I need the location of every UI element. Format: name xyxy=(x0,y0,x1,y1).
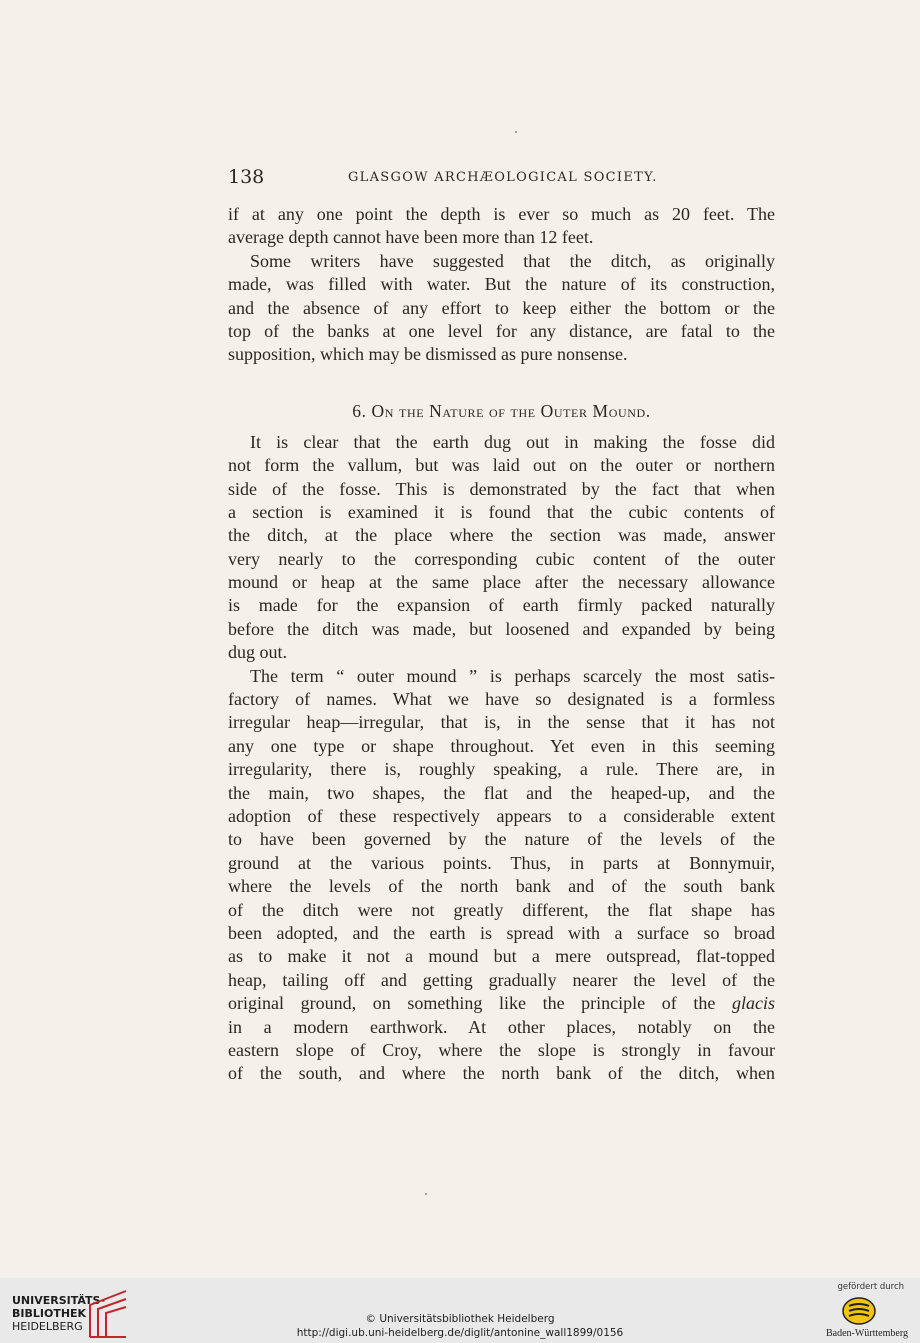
text-line: before the ditch was made, but loosened and expanded by being xyxy=(228,618,775,639)
text-line: the ditch, at the place where the section was made, answer xyxy=(228,525,775,546)
text-line: is made for the expansion of earth firmly packed naturally xyxy=(228,595,775,616)
text-line: supposition, which may be dismissed as pure nonsense. xyxy=(228,344,628,365)
text-line: average depth cannot have been more than 12 feet. xyxy=(228,227,594,248)
text-line: where the levels of the north bank and of the south bank xyxy=(228,876,775,897)
text-line: adoption of these respectively appears to a considerable extent xyxy=(228,805,775,826)
library-name-line: BIBLIOTHEK xyxy=(12,1307,87,1320)
library-name-line: UNIVERSITÄTS- xyxy=(12,1294,106,1307)
text-line: The term “ outer mound ” is perhaps scarcely the most satis- xyxy=(250,665,775,686)
text-line: ground at the various points. Thus, in parts at Bonnymuir, xyxy=(228,852,775,873)
text-line: to have been governed by the nature of the levels of the xyxy=(228,829,775,850)
page-number: 138 xyxy=(228,166,265,188)
text-line: top of the banks at one level for any distance, are fatal to the xyxy=(228,320,775,341)
text-line: been adopted, and the earth is spread with a surface so broad xyxy=(228,922,775,943)
library-name-line: HEIDELBERG xyxy=(12,1320,83,1333)
text-line: irregular heap—irregular, that is, in the sense that it has not xyxy=(228,712,775,733)
text-line: mound or heap at the same place after the necessary allowance xyxy=(228,572,775,593)
text-line: a section is examined it is found that the cubic contents of xyxy=(228,501,775,522)
speck-mark xyxy=(425,1193,427,1195)
text-line: eastern slope of Croy, where the slope is strongly in favour xyxy=(228,1039,775,1060)
text-line: side of the fosse. This is demonstrated by the fact that when xyxy=(228,478,775,499)
body-text xyxy=(228,203,775,1086)
text-line: in a modern earthwork. At other places, notably on the xyxy=(228,1016,775,1037)
text-line: the main, two shapes, the flat and the heaped-up, and the xyxy=(228,782,775,803)
text-line: and the absence of any effort to keep either the bottom or the xyxy=(228,297,775,318)
running-head xyxy=(228,166,776,192)
text-line: irregularity, there is, roughly speaking, a rule. There are, in xyxy=(228,759,775,780)
italic-word: glacis xyxy=(732,993,776,1014)
section-heading-text: 6. On the Nature of the Outer Mound. xyxy=(352,400,651,421)
text-line: very nearly to the corresponding cubic content of the outer xyxy=(228,548,775,569)
section-heading xyxy=(228,400,775,423)
journal-title: GLASGOW ARCHÆOLOGICAL SOCIETY. xyxy=(348,170,658,185)
text-line: as to make it not a mound but a mere outspread, flat-topped xyxy=(228,946,775,967)
digitization-footer xyxy=(0,1278,920,1343)
text-line: not form the vallum, but was laid out on the outer or northern xyxy=(228,455,775,476)
permalink-url[interactable]: http://digi.ub.uni-heidelberg.de/diglit/antonine_wall1899/0156 xyxy=(296,1327,624,1339)
text-line: dug out. xyxy=(228,642,288,663)
speck-mark xyxy=(515,131,517,133)
text-line: if at any one point the depth is ever so much as 20 feet. The xyxy=(228,204,775,224)
text-line: made, was filled with water. But the nature of its construction, xyxy=(228,274,775,295)
text-line: heap, tailing off and getting gradually nearer the level of the xyxy=(228,969,775,990)
text-line: of the ditch were not greatly different, the flat shape has xyxy=(228,899,775,920)
funder-name[interactable]: Baden-Württemberg xyxy=(825,1328,908,1339)
baden-wuerttemberg-emblem-icon xyxy=(841,1296,877,1326)
text-line: of the south, and where the north bank of the ditch, when xyxy=(228,1063,775,1084)
text-line: any one type or shape throughout. Yet even in this seeming xyxy=(228,735,775,756)
text-line xyxy=(228,992,775,1015)
text-fragment: original ground, on something like the principle of the xyxy=(228,993,716,1014)
copyright-notice: © Universitätsbibliothek Heidelberg xyxy=(365,1313,555,1325)
text-line: It is clear that the earth dug out in making the fosse did xyxy=(250,431,775,452)
text-line: factory of names. What we have so designated is a formless xyxy=(228,689,775,710)
text-line: Some writers have suggested that the ditch, as originally xyxy=(250,250,775,271)
funded-by-label: gefördert durch xyxy=(837,1282,904,1292)
